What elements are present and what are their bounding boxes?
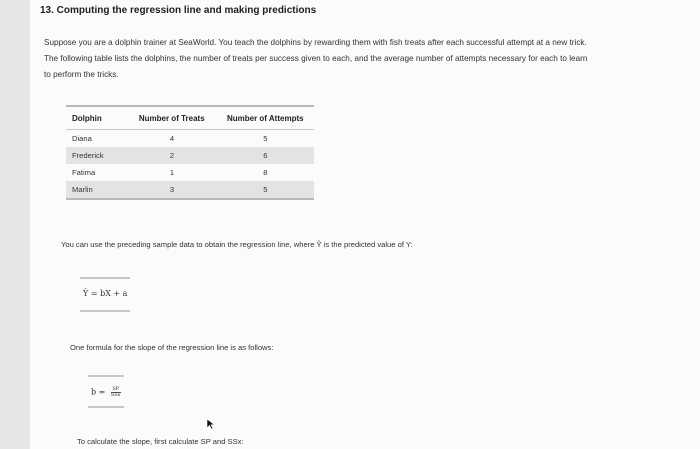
slope-denominator: SSx xyxy=(110,392,121,398)
regression-instruction: You can use the preceding sample data to obtain the regression line, where Ŷ is the predicted value of Y: xyxy=(61,240,413,249)
cell-attempts: 5 xyxy=(217,181,314,198)
intro-line: to perform the tricks. xyxy=(44,70,119,79)
header-attempts: Number of Attempts xyxy=(226,113,304,123)
header-dolphin: Dolphin xyxy=(72,113,102,123)
cell-treats: 2 xyxy=(127,147,216,164)
formula-bottom-rule xyxy=(80,310,130,312)
slope-fraction xyxy=(111,387,121,398)
mouse-pointer-icon xyxy=(206,418,216,430)
cell-dolphin: Diana xyxy=(72,134,92,143)
header-treats: Number of Treats xyxy=(138,113,205,123)
cell-dolphin: Marlin xyxy=(66,181,127,198)
regression-equation: Ŷ = bX + a xyxy=(83,289,128,298)
cell-dolphin: Fatima xyxy=(72,168,96,177)
slope-numerator: SP xyxy=(112,386,120,392)
question-intro xyxy=(44,35,674,83)
cell-attempts: 5 xyxy=(263,134,268,143)
cell-treats: 1 xyxy=(169,168,175,177)
slope-instruction: One formula for the slope of the regression line is as follows: xyxy=(70,343,274,352)
calc-instruction: To calculate the slope, first calculate SP and SSx: xyxy=(77,437,244,446)
cell-treats: 4 xyxy=(169,134,175,143)
slope-lhs: b = xyxy=(91,387,106,397)
table-row xyxy=(66,130,314,147)
question-title: 13. Computing the regression line and making predictions xyxy=(40,5,317,16)
dolphin-table xyxy=(66,105,314,200)
slope-bottom-rule xyxy=(88,406,124,408)
table-bottom-rule xyxy=(66,198,314,200)
table-row xyxy=(66,147,314,164)
cell-treats: 3 xyxy=(127,181,216,198)
table-row xyxy=(66,181,314,198)
cell-attempts: 8 xyxy=(263,168,268,177)
slope-formula xyxy=(91,387,121,398)
cell-attempts: 6 xyxy=(217,147,314,164)
intro-line: Suppose you are a dolphin trainer at SeaWorld. You teach the dolphins by rewarding them with fish treats after each successful attempt at a new trick. xyxy=(44,38,587,47)
slope-top-rule xyxy=(88,375,124,377)
intro-line: The following table lists the dolphins, the number of treats per success given to each, and the average number of attempts necessary for each to learn xyxy=(44,54,588,63)
table-header-row xyxy=(66,107,314,129)
cell-dolphin: Frederick xyxy=(66,147,127,164)
table-row xyxy=(66,164,314,181)
formula-top-rule xyxy=(80,277,130,279)
left-margin xyxy=(0,0,30,449)
